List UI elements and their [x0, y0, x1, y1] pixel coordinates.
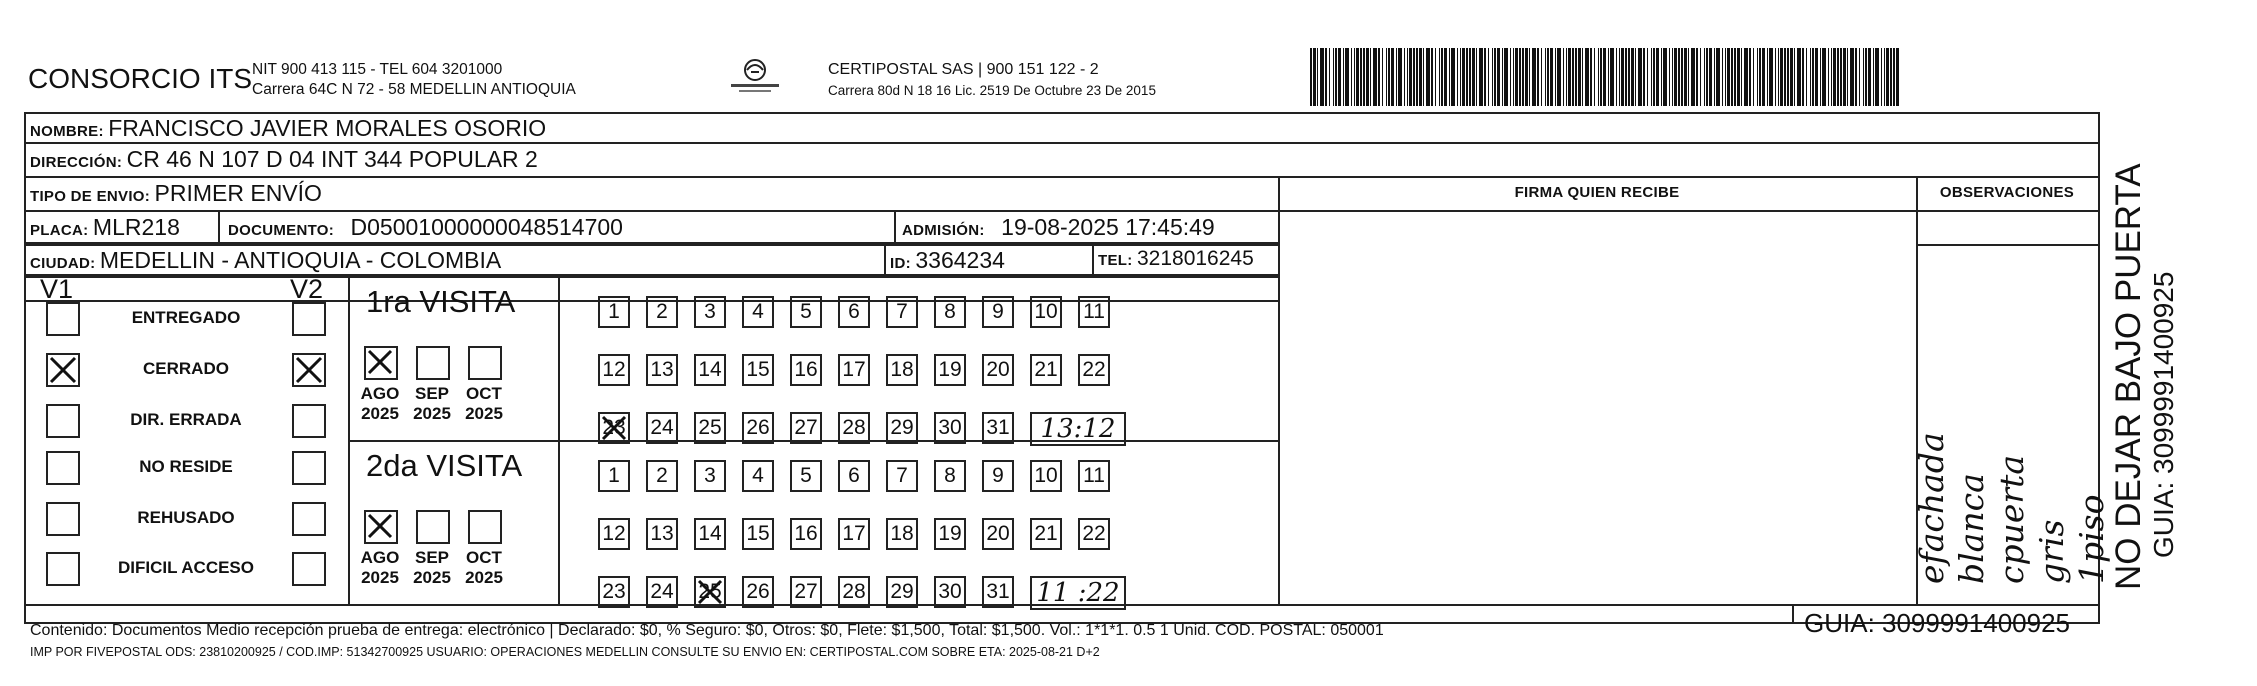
month-name: AGO — [360, 384, 400, 403]
month-name: OCT — [466, 548, 502, 567]
v1-checkbox[interactable] — [46, 302, 80, 336]
barcode — [1310, 48, 1900, 106]
v1-checkbox[interactable] — [46, 451, 80, 485]
day-number: 25 — [698, 580, 722, 603]
day-box[interactable]: 14 — [694, 354, 726, 386]
day-box[interactable]: 16 — [790, 354, 822, 386]
month-checkbox[interactable] — [416, 510, 450, 544]
bottom-guia: GUIA: 3099991400925 — [1804, 608, 2070, 638]
day-box[interactable]: 11 — [1078, 460, 1110, 492]
day-box[interactable]: 28 — [838, 576, 870, 608]
v1-checkbox[interactable] — [46, 404, 80, 438]
day-box[interactable]: 31 — [982, 576, 1014, 608]
send-type-label: TIPO DE ENVIO: — [30, 188, 151, 205]
day-box[interactable]: 12 — [598, 354, 630, 386]
day-box[interactable]: 22 — [1078, 518, 1110, 550]
day-box[interactable]: 13 — [646, 354, 678, 386]
day-box[interactable]: 19 — [934, 354, 966, 386]
side-guia: GUIA: 3099991400925 — [2148, 271, 2179, 558]
day-box[interactable]: 9 — [982, 296, 1014, 328]
name-label: NOMBRE: — [30, 123, 104, 140]
observations-header: OBSERVACIONES — [1939, 184, 2075, 201]
footer-imp: IMP POR FIVEPOSTAL ODS: 23810200925 / COD.IMP: 51342700925 USUARIO: OPERACIONES MEDELLIN CONSULTE SU ENVIO EN: CERTIPOSTAL.COM SOBRE ETA: 2025-08-21 D+2 — [30, 645, 1100, 659]
day-box[interactable]: 15 — [742, 518, 774, 550]
day-box[interactable]: 18 — [886, 354, 918, 386]
month-name: AGO — [360, 548, 400, 567]
v2-checkbox[interactable] — [292, 353, 326, 387]
city-value: MEDELLIN - ANTIOQUIA - COLOMBIA — [99, 247, 502, 273]
month-checkbox[interactable] — [364, 510, 398, 544]
day-box[interactable]: 30 — [934, 576, 966, 608]
day-box[interactable]: 27 — [790, 412, 822, 444]
day-box[interactable]: 24 — [646, 576, 678, 608]
day-box-marked[interactable] — [694, 576, 726, 608]
month-name: OCT — [466, 384, 502, 403]
send-type: PRIMER ENVÍO — [154, 180, 322, 206]
day-box[interactable]: 8 — [934, 460, 966, 492]
v2-checkbox[interactable] — [292, 404, 326, 438]
city-label: CIUDAD: — [30, 255, 96, 272]
day-box[interactable]: 5 — [790, 460, 822, 492]
month-year: 2025 — [465, 404, 503, 423]
v2-checkbox[interactable] — [292, 502, 326, 536]
day-box[interactable]: 20 — [982, 518, 1014, 550]
v1-header: V1 — [40, 274, 74, 304]
signature-header: FIRMA QUIEN RECIBE — [1514, 184, 1680, 201]
day-box[interactable]: 31 — [982, 412, 1014, 444]
day-box[interactable]: 26 — [742, 412, 774, 444]
carrier-license: Carrera 80d N 18 16 Lic. 2519 De Octubre 23 De 2015 — [828, 83, 1156, 98]
day-box[interactable]: 29 — [886, 412, 918, 444]
v2-checkbox[interactable] — [292, 302, 326, 336]
v2-header: V2 — [290, 274, 324, 304]
month-name: SEP — [414, 384, 450, 403]
company-address: Carrera 64C N 72 - 58 MEDELLIN ANTIOQUIA — [252, 81, 576, 98]
day-box[interactable]: 1 — [598, 460, 630, 492]
plate-value: MLR218 — [92, 214, 180, 240]
month-label — [358, 548, 402, 588]
status-label: DIFICIL ACCESO — [117, 558, 254, 577]
tel-label: TEL: — [1098, 252, 1133, 269]
month-checkbox[interactable] — [468, 346, 502, 380]
month-label — [410, 548, 454, 588]
month-label — [358, 384, 402, 424]
day-box[interactable]: 3 — [694, 460, 726, 492]
day-box[interactable]: 9 — [982, 460, 1014, 492]
day-box[interactable]: 17 — [838, 518, 870, 550]
day-box[interactable]: 27 — [790, 576, 822, 608]
day-box[interactable]: 7 — [886, 296, 918, 328]
side-warning: NO DEJAR BAJO PUERTA — [2109, 163, 2148, 590]
day-box[interactable]: 22 — [1078, 354, 1110, 386]
v1-checkbox[interactable] — [46, 502, 80, 536]
status-label: CERRADO — [143, 359, 229, 378]
month-year: 2025 — [361, 568, 399, 587]
month-checkbox[interactable] — [364, 346, 398, 380]
day-box[interactable]: 6 — [838, 460, 870, 492]
month-label — [410, 384, 454, 424]
month-checkbox[interactable] — [416, 346, 450, 380]
day-box[interactable]: 21 — [1030, 354, 1062, 386]
month-name: SEP — [414, 548, 450, 567]
status-label: DIR. ERRADA — [130, 410, 242, 429]
day-box[interactable]: 29 — [886, 576, 918, 608]
v2-checkbox[interactable] — [292, 552, 326, 586]
day-box[interactable]: 2 — [646, 296, 678, 328]
month-year: 2025 — [413, 568, 451, 587]
day-box[interactable]: 14 — [694, 518, 726, 550]
day-box[interactable]: 17 — [838, 354, 870, 386]
month-year: 2025 — [465, 568, 503, 587]
month-checkbox[interactable] — [468, 510, 502, 544]
recipient-name: FRANCISCO JAVIER MORALES OSORIO — [108, 115, 547, 141]
footer-contents: Contenido: Documentos Medio recepción prueba de entrega: electrónico | Declarado: $0, % Seguro: $0, Otros: $0, Flete: $1,500, Total: $1,500. Vol.: 1*1*1. 0.5 1 Unid. COD. POSTAL: 050001 — [30, 622, 1384, 639]
certipostal-logo-icon — [725, 58, 785, 98]
tel-value: 3218016245 — [1136, 247, 1254, 270]
day-box[interactable]: 21 — [1030, 518, 1062, 550]
observation-line-1: efachada blanca — [1912, 432, 1991, 584]
day-box[interactable]: 4 — [742, 460, 774, 492]
day-box[interactable]: 26 — [742, 576, 774, 608]
day-box[interactable]: 20 — [982, 354, 1014, 386]
day-box[interactable]: 12 — [598, 518, 630, 550]
day-box[interactable]: 4 — [742, 296, 774, 328]
company-name: CONSORCIO ITS — [28, 63, 253, 94]
month-year: 2025 — [361, 404, 399, 423]
company-nit-tel: NIT 900 413 115 - TEL 604 3201000 — [252, 61, 503, 78]
day-box[interactable]: 30 — [934, 412, 966, 444]
day-box[interactable]: 2 — [646, 460, 678, 492]
id-value: 3364234 — [915, 247, 1005, 273]
month-label — [462, 384, 506, 424]
v2-checkbox[interactable] — [292, 451, 326, 485]
day-box[interactable]: 5 — [790, 296, 822, 328]
plate-label: PLACA: — [30, 222, 89, 239]
day-box[interactable]: 7 — [886, 460, 918, 492]
document-value: D05001000000048514700 — [350, 214, 623, 240]
day-box[interactable]: 13 — [646, 518, 678, 550]
day-box[interactable]: 24 — [646, 412, 678, 444]
admission-label: ADMISIÓN: — [902, 222, 985, 239]
day-box[interactable]: 25 — [694, 412, 726, 444]
document-label: DOCUMENTO: — [228, 222, 335, 239]
day-box[interactable]: 3 — [694, 296, 726, 328]
month-label — [462, 548, 506, 588]
month-year: 2025 — [413, 404, 451, 423]
admission-value: 19-08-2025 17:45:49 — [1001, 214, 1215, 240]
day-box[interactable]: 28 — [838, 412, 870, 444]
day-box-marked[interactable] — [598, 412, 630, 444]
day-box[interactable]: 19 — [934, 518, 966, 550]
recipient-address: CR 46 N 107 D 04 INT 344 POPULAR 2 — [126, 146, 538, 172]
status-label: ENTREGADO — [131, 308, 241, 327]
day-box[interactable]: 10 — [1030, 460, 1062, 492]
status-label: NO RESIDE — [139, 457, 233, 476]
carrier-name: CERTIPOSTAL SAS | 900 151 122 - 2 — [828, 61, 1099, 78]
status-label: REHUSADO — [137, 508, 235, 527]
day-box[interactable]: 1 — [598, 296, 630, 328]
address-label: DIRECCIÓN: — [30, 154, 123, 171]
visit-time[interactable]: 13:12 — [1030, 412, 1126, 446]
v1-checkbox[interactable] — [46, 552, 80, 586]
day-box[interactable]: 18 — [886, 518, 918, 550]
visit-time[interactable]: 11 :22 — [1030, 576, 1126, 610]
visit1-title: 1ra VISITA — [366, 284, 516, 319]
day-number: 23 — [602, 416, 626, 439]
v1-checkbox[interactable] — [46, 353, 80, 387]
day-box[interactable]: 11 — [1078, 296, 1110, 328]
day-box[interactable]: 23 — [598, 576, 630, 608]
day-box[interactable]: 16 — [790, 518, 822, 550]
day-box[interactable]: 8 — [934, 296, 966, 328]
observation-line-2: cpuerta gris — [1992, 454, 2071, 584]
observation-line-3: 1piso — [2072, 494, 2111, 584]
id-label: ID: — [890, 255, 911, 272]
visit2-title: 2da VISITA — [366, 448, 523, 483]
day-box[interactable]: 6 — [838, 296, 870, 328]
day-box[interactable]: 15 — [742, 354, 774, 386]
day-box[interactable]: 10 — [1030, 296, 1062, 328]
